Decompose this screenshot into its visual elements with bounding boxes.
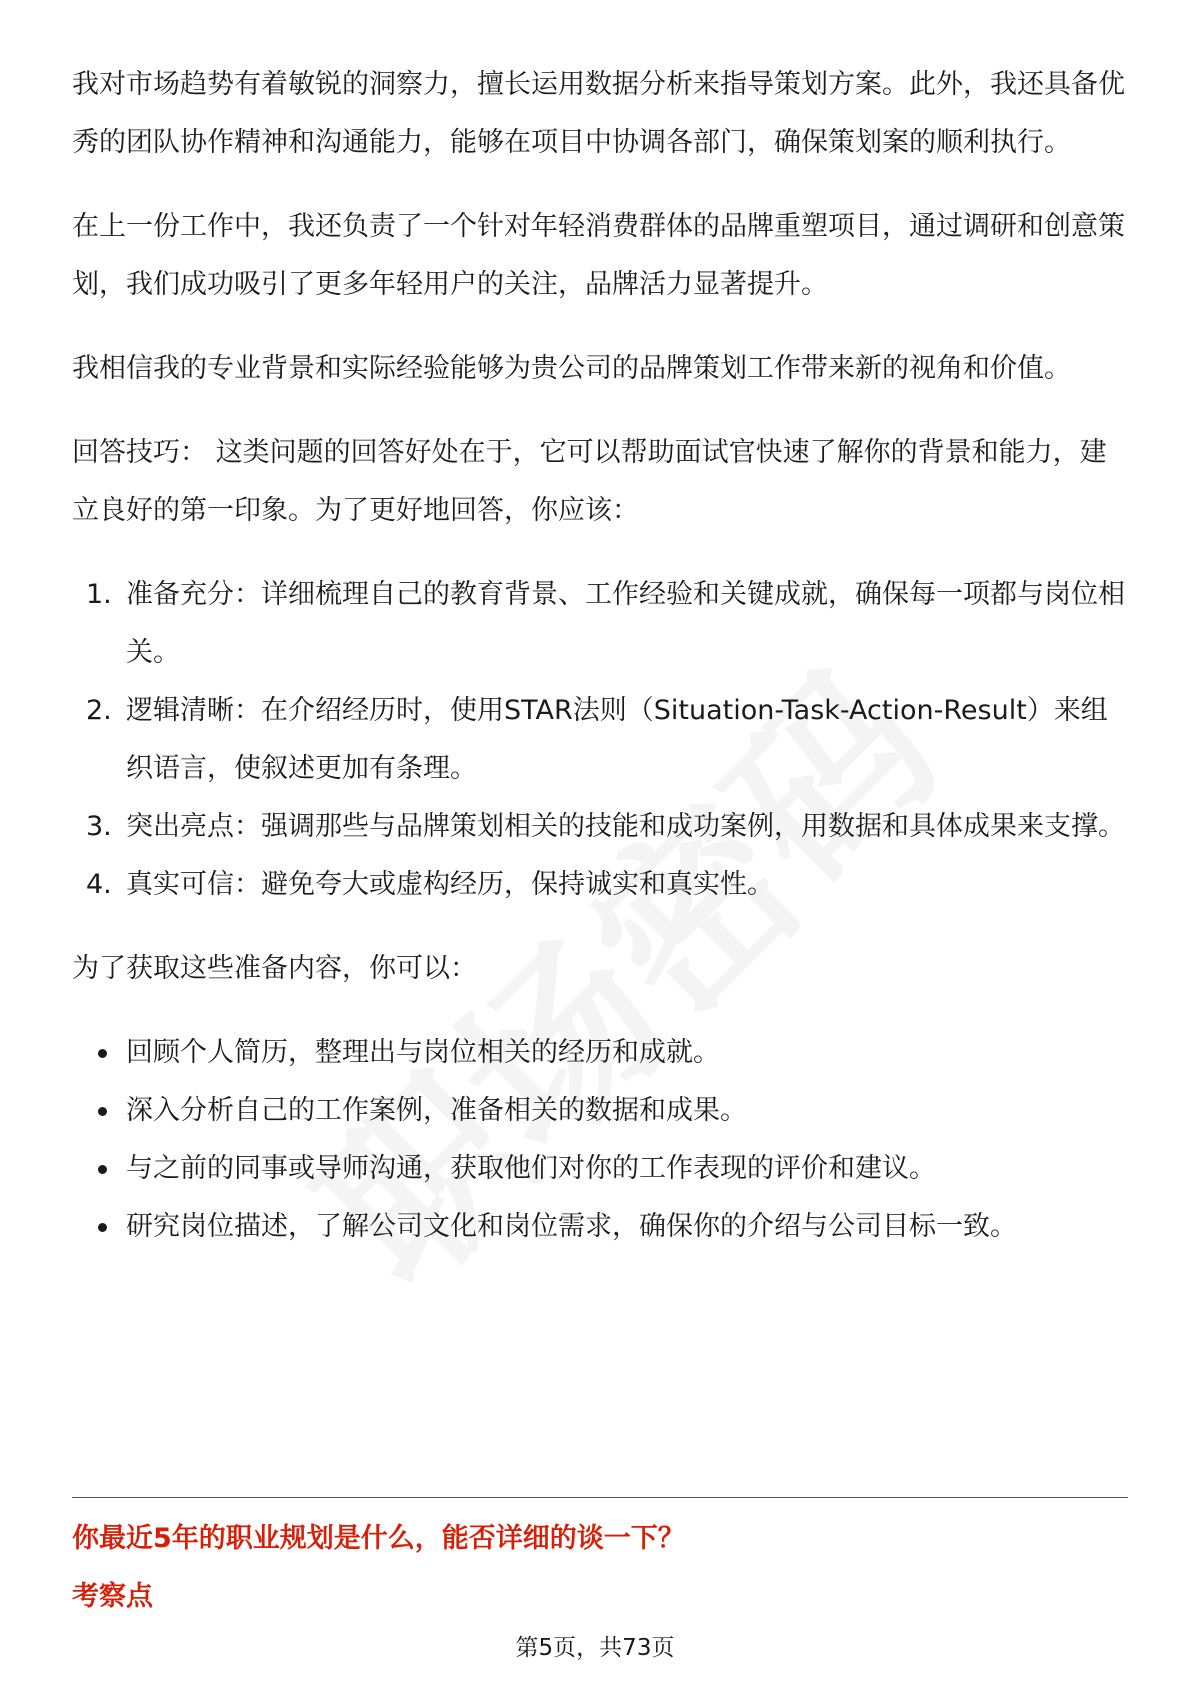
prep-list <box>72 1024 1128 1256</box>
list-item-text: 真实可信：避免夸大或虚构经历，保持诚实和真实性。 <box>126 869 774 900</box>
section-divider <box>72 1497 1128 1498</box>
list-number: 2. <box>86 695 112 726</box>
examination-points-heading: 考察点 <box>72 1581 153 1612</box>
list-item-text: 深入分析自己的工作案例，准备相关的数据和成果。 <box>126 1095 747 1126</box>
bullet-icon <box>98 1049 107 1058</box>
list-item-text: 突出亮点：强调那些与品牌策划相关的技能和成功案例，用数据和具体成果来支撑。 <box>126 811 1125 842</box>
paragraph-tips: 回答技巧： 这类问题的回答好处在于，它可以帮助面试官快速了解你的背景和能力，建立良好的第一印象。为了更好地回答，你应该： <box>72 437 1107 526</box>
bullet-icon <box>98 1165 107 1174</box>
paragraph-prep-intro: 为了获取这些准备内容，你可以： <box>72 953 477 984</box>
list-item <box>72 1024 1128 1082</box>
list-item-text: 研究岗位描述，了解公司文化和岗位需求，确保你的介绍与公司目标一致。 <box>126 1211 1017 1242</box>
list-item-text: 准备充分：详细梳理自己的教育背景、工作经验和关键成就，确保每一项都与岗位相关。 <box>126 579 1125 668</box>
list-item <box>72 566 1128 682</box>
list-item-text: 逻辑清晰：在介绍经历时，使用STAR法则（Situation-Task-Action-Result）来组织语言，使叙述更加有条理。 <box>126 695 1108 784</box>
list-item <box>72 1198 1128 1256</box>
next-question-heading: 你最近5年的职业规划是什么，能否详细的谈一下？ <box>72 1523 685 1554</box>
bullet-icon <box>98 1223 107 1232</box>
paragraph-value: 我相信我的专业背景和实际经验能够为贵公司的品牌策划工作带来新的视角和价值。 <box>72 353 1071 384</box>
list-number: 3. <box>86 811 112 842</box>
tips-list <box>72 566 1128 914</box>
bullet-icon <box>98 1107 107 1116</box>
list-item <box>72 1140 1128 1198</box>
list-item <box>72 798 1128 856</box>
body-content <box>72 56 1128 1256</box>
list-item <box>72 856 1128 914</box>
list-number: 4. <box>86 869 112 900</box>
list-item <box>72 682 1128 798</box>
paragraph-project: 在上一份工作中，我还负责了一个针对年轻消费群体的品牌重塑项目，通过调研和创意策划，我们成功吸引了更多年轻用户的关注，品牌活力显著提升。 <box>72 211 1125 300</box>
page-number: 第5页，共73页 <box>515 1635 675 1661</box>
list-item-text: 回顾个人简历，整理出与岗位相关的经历和成就。 <box>126 1037 720 1068</box>
paragraph-insight: 我对市场趋势有着敏锐的洞察力，擅长运用数据分析来指导策划方案。此外，我还具备优秀的团队协作精神和沟通能力，能够在项目中协调各部门，确保策划案的顺利执行。 <box>72 69 1125 158</box>
list-item-text: 与之前的同事或导师沟通，获取他们对你的工作表现的评价和建议。 <box>126 1153 936 1184</box>
list-item <box>72 1082 1128 1140</box>
list-number: 1. <box>86 579 112 610</box>
